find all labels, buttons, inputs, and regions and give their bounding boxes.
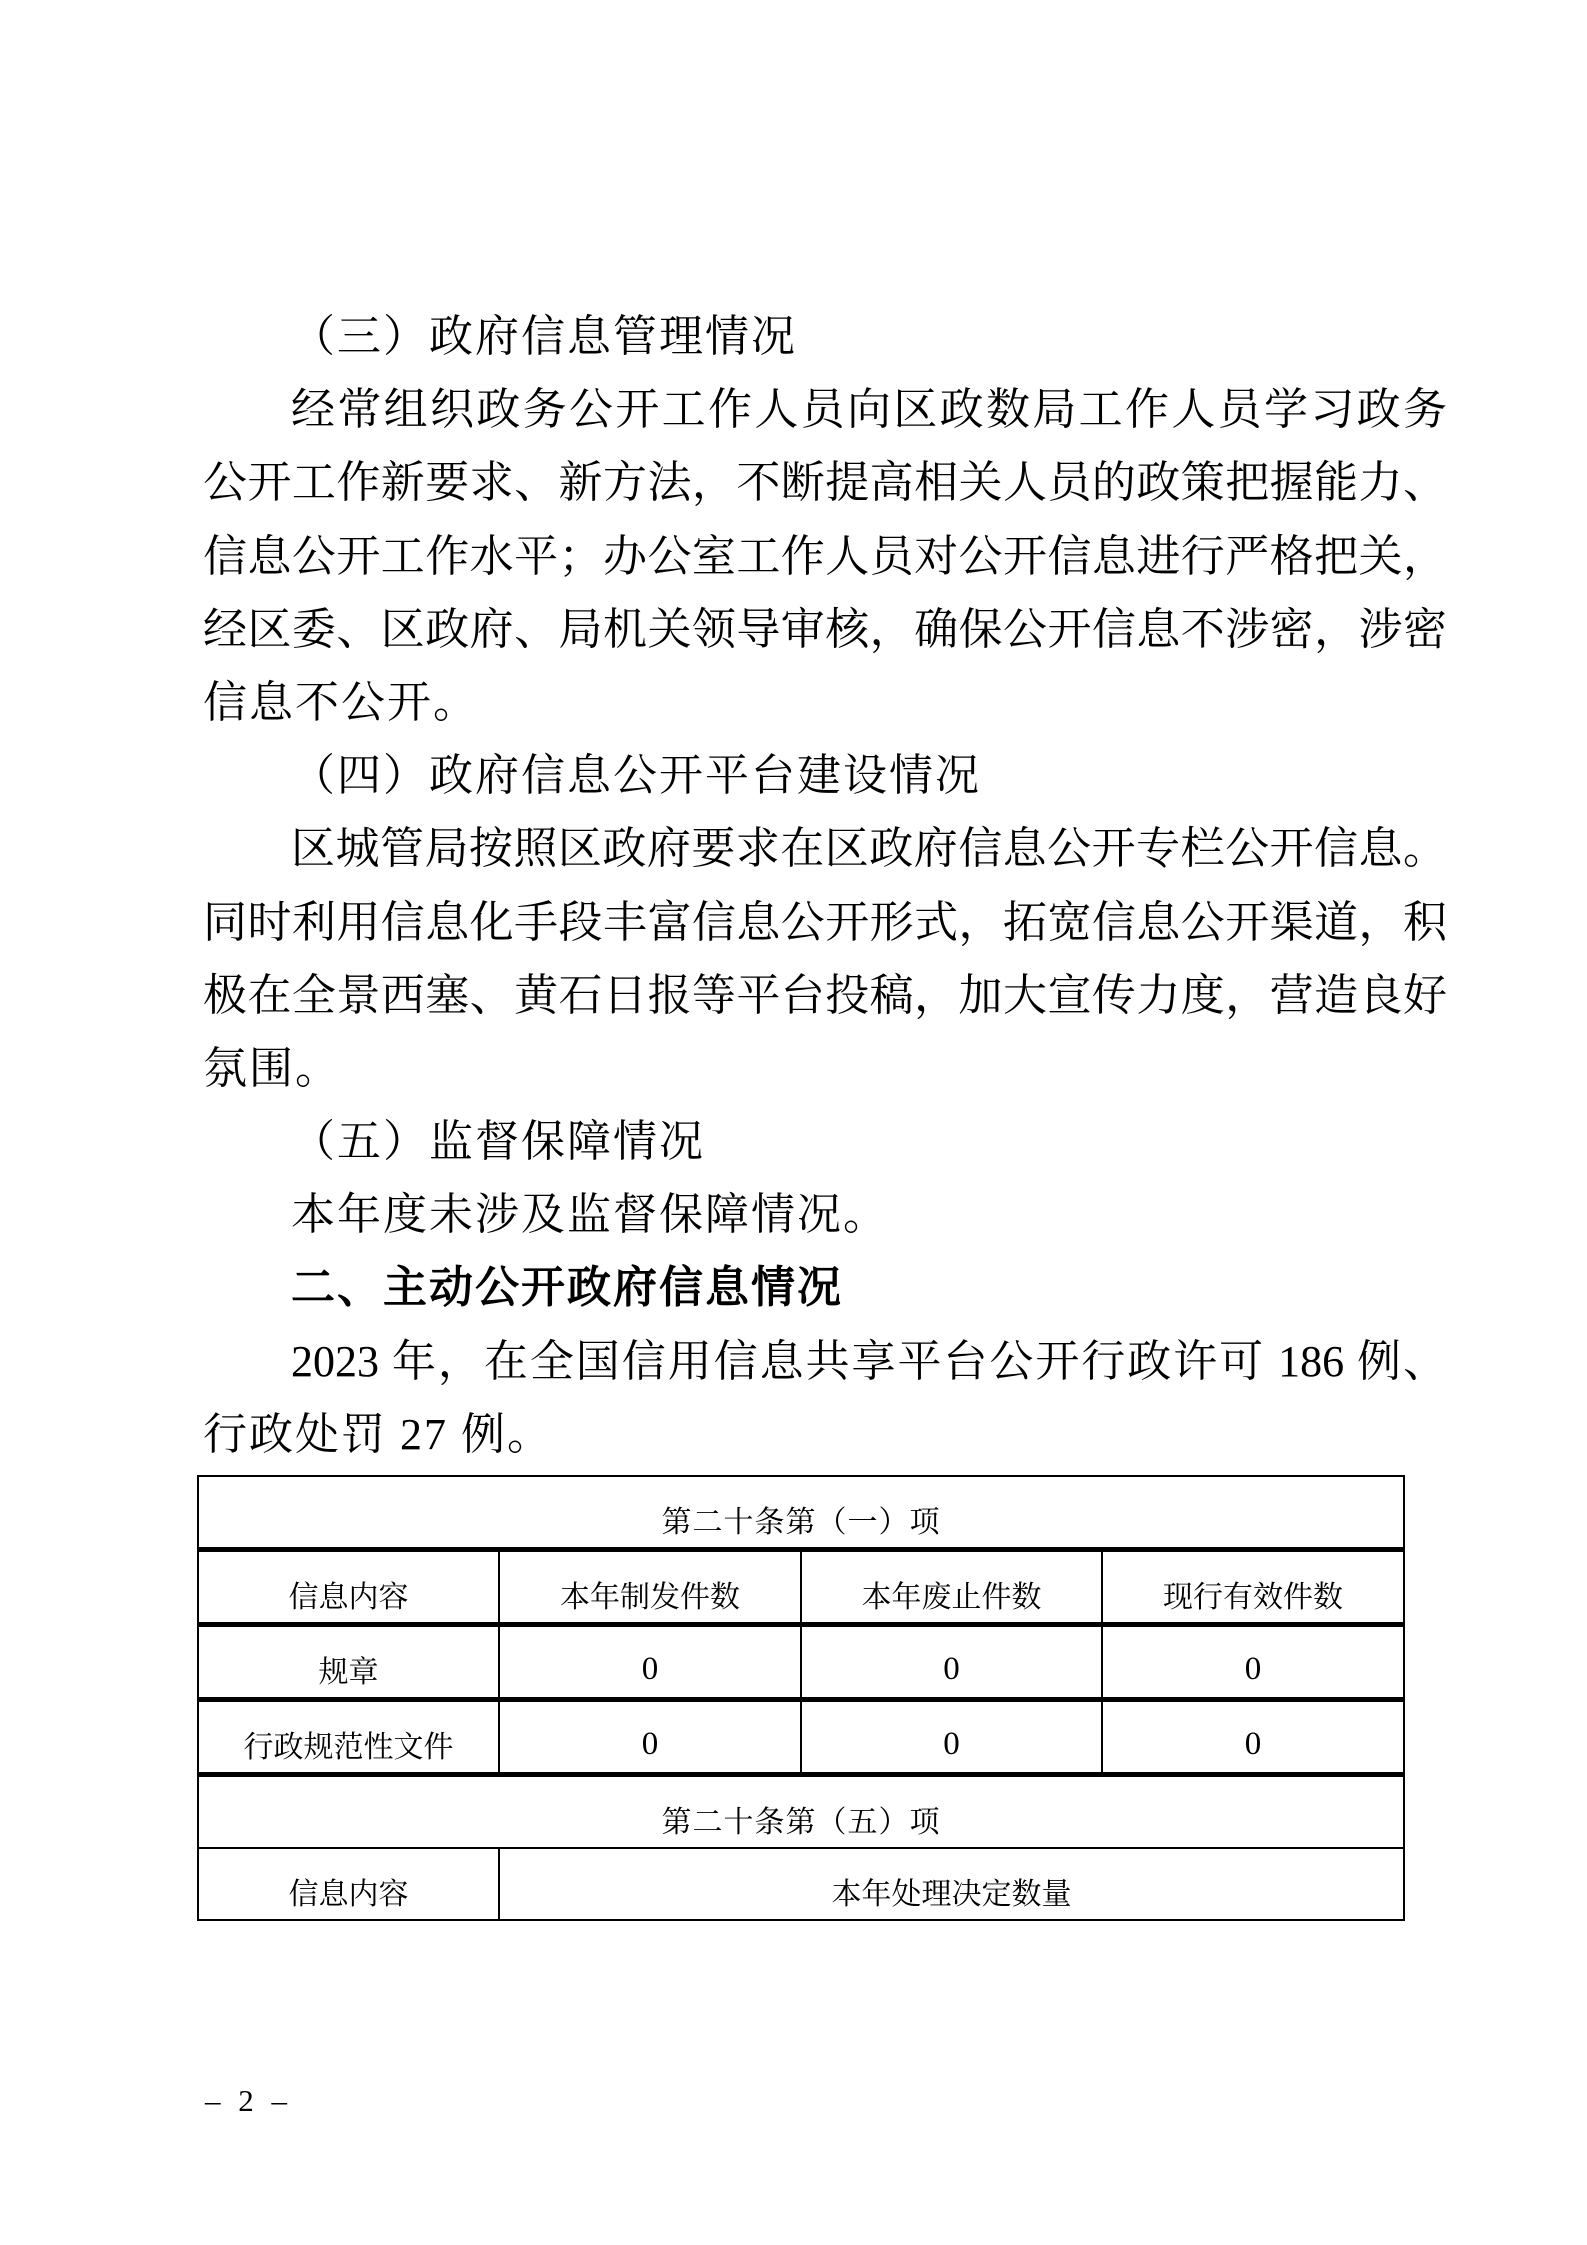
column-header-info-content: 信息内容 (198, 1550, 499, 1625)
regulations-abolished-count: 0 (801, 1625, 1102, 1700)
paragraph-3-line-1: 经常组织政务公开工作人员向区政数局工作人员学习政务 (291, 385, 1447, 435)
paragraph-4-line-4: 氛围。 (203, 1043, 341, 1093)
statistics-table (197, 1475, 1405, 1921)
normative-abolished-count: 0 (801, 1700, 1102, 1775)
column-header-currently-valid: 现行有效件数 (1102, 1550, 1404, 1625)
paragraph-2023-line-2: 行政处罚 27 例。 (203, 1409, 553, 1459)
table-caption-row-article20-item1 (198, 1476, 1404, 1550)
chapter-heading-2: 二、主动公开政府信息情况 (291, 1263, 843, 1313)
section-heading-3: （三）政府信息管理情况 (291, 312, 797, 361)
table-row-normative-documents (198, 1700, 1404, 1775)
table-caption-article20-item5: 第二十条第（五）项 (198, 1775, 1404, 1849)
normative-valid-count: 0 (1102, 1700, 1404, 1775)
table-row-item5 (198, 1848, 1404, 1920)
regulations-made-count: 0 (499, 1625, 801, 1700)
paragraph-3-line-2: 公开工作新要求、新方法，不断提高相关人员的政策把握能力、 (203, 458, 1447, 508)
paragraph-4-line-2: 同时利用信息化手段丰富信息公开形式，拓宽信息公开渠道，积 (203, 897, 1447, 947)
table-caption-article20-item1: 第二十条第（一）项 (198, 1476, 1404, 1550)
paragraph-3-line-3: 信息公开工作水平；办公室工作人员对公开信息进行严格把关， (203, 531, 1447, 581)
paragraph-4-line-1: 区城管局按照区政府要求在区政府信息公开专栏公开信息。 (291, 824, 1447, 874)
row-label-regulations: 规章 (198, 1625, 499, 1700)
normative-made-count: 0 (499, 1700, 801, 1775)
table-caption-row-article20-item5 (198, 1775, 1404, 1849)
table-header-row (198, 1550, 1404, 1625)
paragraph-2023-line-1: 2023 年，在全国信用信息共享平台公开行政许可 186 例、 (291, 1336, 1447, 1386)
section-heading-5: （五）监督保障情况 (291, 1117, 705, 1167)
column-header-abolished-this-year: 本年废止件数 (801, 1550, 1102, 1625)
table-row-regulations (198, 1625, 1404, 1700)
item5-decisions-count-header: 本年处理决定数量 (499, 1848, 1404, 1920)
section-heading-4: （四）政府信息公开平台建设情况 (291, 751, 981, 801)
page-number: – 2 – (205, 2083, 292, 2118)
row-label-normative-documents: 行政规范性文件 (198, 1700, 499, 1775)
item5-row-label: 信息内容 (198, 1848, 499, 1920)
paragraph-3-line-5: 信息不公开。 (203, 677, 479, 727)
paragraph-4-line-3: 极在全景西塞、黄石日报等平台投稿，加大宣传力度，营造良好 (203, 970, 1447, 1020)
body-text (203, 300, 1447, 1471)
column-header-made-this-year: 本年制发件数 (499, 1550, 801, 1625)
paragraph-3-line-4: 经区委、区政府、局机关领导审核，确保公开信息不涉密，涉密 (203, 604, 1447, 654)
paragraph-5-line-1: 本年度未涉及监督保障情况。 (291, 1190, 889, 1240)
regulations-valid-count: 0 (1102, 1625, 1404, 1700)
